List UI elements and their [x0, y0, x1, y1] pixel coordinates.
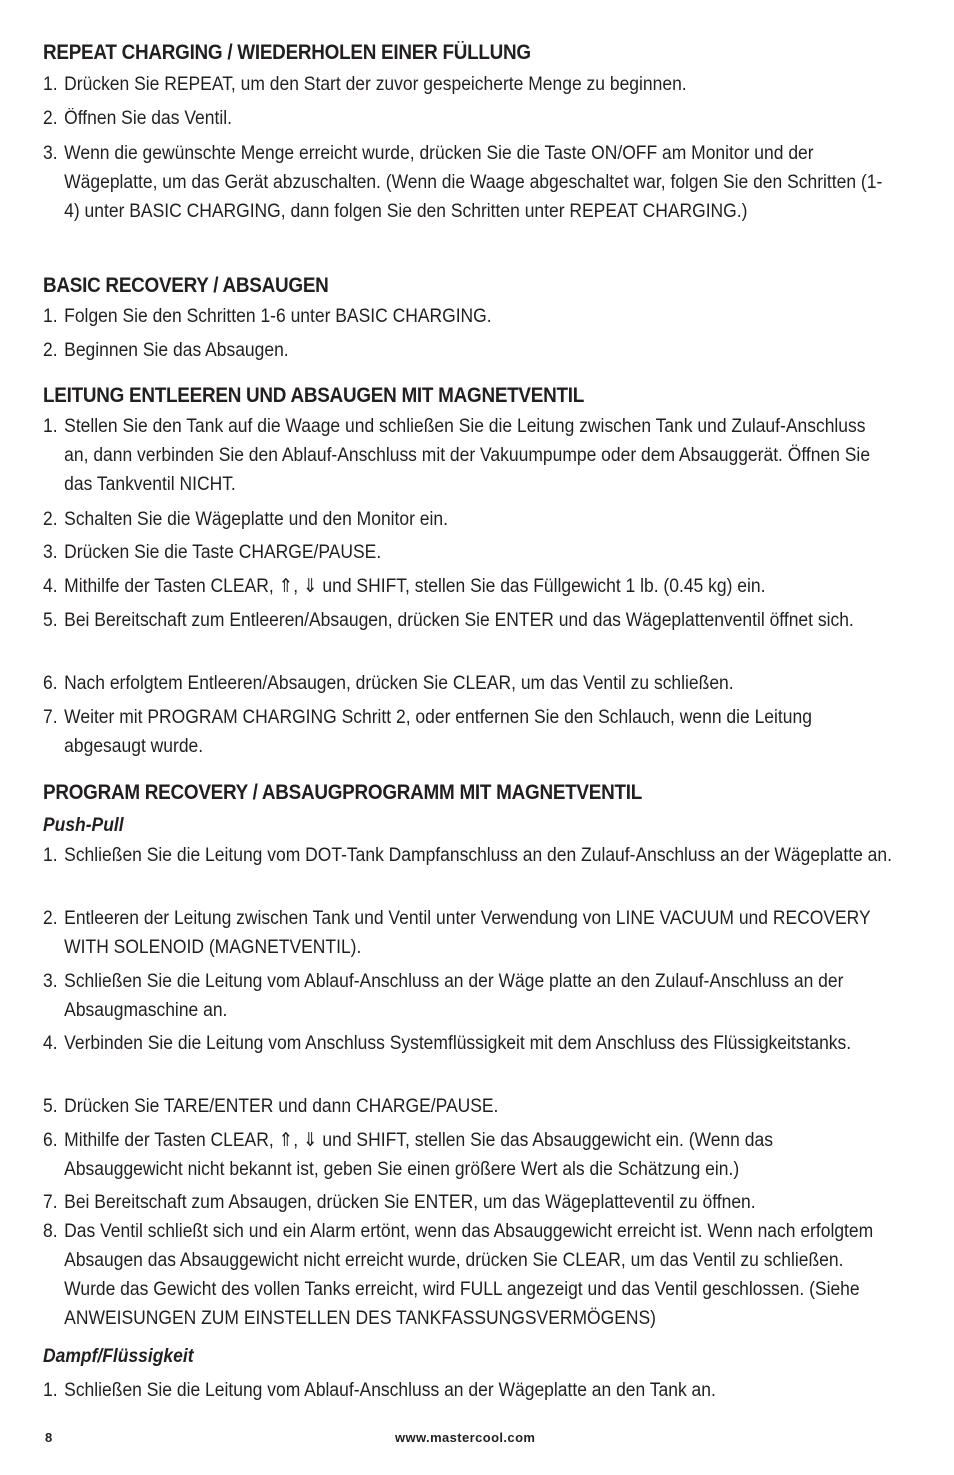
- item-number: 2.: [43, 509, 58, 530]
- item-text: Stellen Sie den Tank auf die Waage und schließen Sie die Leitung zwischen Tank und Zulauf-Anschluss an, dann verbinden Sie den Ablauf-Anschluss mit der Vakuumpumpe oder dem Absauggerät. Öffnen Sie das Tankventil NICHT.: [64, 416, 871, 495]
- item-number: 2.: [43, 108, 58, 129]
- item-number: 3.: [43, 542, 58, 563]
- list-item: [43, 538, 894, 567]
- list-item: [43, 70, 894, 99]
- list-item: [43, 505, 894, 534]
- item-number: 5.: [43, 1096, 58, 1117]
- item-number: 3.: [43, 143, 58, 164]
- list-item: [43, 703, 894, 761]
- list-item: [43, 1217, 894, 1333]
- item-number: 7.: [43, 1192, 58, 1213]
- item-text: Schließen Sie die Leitung vom Ablauf-Anschluss an der Wägeplatte an den Tank an.: [64, 1380, 716, 1401]
- item-number: 2.: [43, 340, 58, 361]
- item-number: 2.: [43, 908, 58, 929]
- list-item: [43, 904, 894, 962]
- list-item: [43, 1188, 894, 1217]
- item-number: 8.: [43, 1221, 58, 1242]
- item-text: Folgen Sie den Schritten 1-6 unter BASIC CHARGING.: [64, 306, 492, 327]
- item-text: Drücken Sie REPEAT, um den Start der zuvor gespeicherte Menge zu beginnen.: [64, 74, 687, 95]
- list-item: [43, 1376, 894, 1405]
- item-number: 5.: [43, 610, 58, 631]
- item-text: Nach erfolgtem Entleeren/Absaugen, drücken Sie CLEAR, um das Ventil zu schließen.: [64, 673, 734, 694]
- subheading-push-pull: Push-Pull: [43, 815, 124, 836]
- list-item: [43, 967, 894, 1025]
- item-number: 1.: [43, 306, 58, 327]
- item-number: 4.: [43, 576, 58, 597]
- section-heading-basic-recovery: BASIC RECOVERY / ABSAUGEN: [43, 274, 329, 297]
- item-number: 1.: [43, 845, 58, 866]
- list-item: [43, 669, 894, 698]
- item-number: 7.: [43, 707, 58, 728]
- item-text: Mithilfe der Tasten CLEAR, ⇑, ⇓ und SHIFT, stellen Sie das Absauggewicht ein. (Wenn das Absauggewicht nicht bekannt ist, geben Sie einen größere Wert als die Schätzung ein.): [64, 1130, 773, 1180]
- section-heading-repeat-charging: REPEAT CHARGING / WIEDERHOLEN EINER FÜLLUNG: [43, 41, 531, 64]
- item-number: 6.: [43, 1130, 58, 1151]
- list-item: [43, 412, 894, 499]
- item-text: Drücken Sie TARE/ENTER und dann CHARGE/PAUSE.: [64, 1096, 499, 1117]
- item-text: Öffnen Sie das Ventil.: [64, 108, 232, 129]
- list-item: [43, 572, 894, 601]
- item-number: 1.: [43, 74, 58, 95]
- item-text: Schalten Sie die Wägeplatte und den Monitor ein.: [64, 509, 449, 530]
- item-text: Weiter mit PROGRAM CHARGING Schritt 2, oder entfernen Sie den Schlauch, wenn die Leitung abgesaugt wurde.: [64, 707, 812, 757]
- item-text: Bei Bereitschaft zum Entleeren/Absaugen, drücken Sie ENTER und das Wägeplattenventil öffnet sich.: [64, 610, 854, 631]
- list-item: [43, 1126, 894, 1184]
- section-heading-leitung-entleeren: LEITUNG ENTLEEREN UND ABSAUGEN MIT MAGNETVENTIL: [43, 384, 585, 407]
- item-text: Wenn die gewünschte Menge erreicht wurde, drücken Sie die Taste ON/OFF am Monitor und der Wägeplatte, um das Gerät abzuschalten. (Wenn die Waage abgeschaltet war, folgen Sie den Schritten (1-4) unter BASIC CHARGING, dann folgen Sie den Schritten unter REPEAT CHARGING.): [64, 143, 883, 222]
- item-text: Schließen Sie die Leitung vom Ablauf-Anschluss an der Wäge platte an den Zulauf-Anschluss an der Absaugmaschine an.: [64, 971, 844, 1021]
- item-text: Bei Bereitschaft zum Absaugen, drücken Sie ENTER, um das Wägeplatteventil zu öffnen.: [64, 1192, 756, 1213]
- list-item: [43, 104, 894, 133]
- list-item: [43, 302, 894, 331]
- item-text: Das Ventil schließt sich und ein Alarm ertönt, wenn das Absauggewicht erreicht ist. Wenn nach erfolgtem Absaugen das Absauggewicht nicht erreicht wurde, drücken Sie CLEAR, um das Ventil zu schließen. Wurde das Gewicht des vollen Tanks erreicht, wird FULL angezeigt und das Ventil geschlossen. (Siehe ANWEISUNGEN ZUM EINSTELLEN DES TANKFASSUNGSVERMÖGENS): [64, 1221, 874, 1329]
- item-text: Beginnen Sie das Absaugen.: [64, 340, 289, 361]
- item-text: Entleeren der Leitung zwischen Tank und Ventil unter Verwendung von LINE VACUUM und RECOVERY WITH SOLENOID (MAGNETVENTIL).: [64, 908, 871, 958]
- page-number: 8: [45, 1430, 53, 1445]
- item-number: 6.: [43, 673, 58, 694]
- list-item: [43, 1092, 894, 1121]
- subheading-dampf-fluessigkeit: Dampf/Flüssigkeit: [43, 1346, 194, 1367]
- website-link[interactable]: www.mastercool.com: [395, 1430, 536, 1445]
- item-text: Schließen Sie die Leitung vom DOT-Tank Dampfanschluss an den Zulauf-Anschluss an der Wägeplatte an.: [64, 845, 892, 866]
- list-item: [43, 1029, 894, 1058]
- list-item: [43, 139, 894, 226]
- item-number: 3.: [43, 971, 58, 992]
- item-text: Mithilfe der Tasten CLEAR, ⇑, ⇓ und SHIFT, stellen Sie das Füllgewicht 1 lb. (0.45 kg) ein.: [64, 576, 766, 597]
- section-heading-program-recovery: PROGRAM RECOVERY / ABSAUGPROGRAMM MIT MAGNETVENTIL: [43, 781, 643, 804]
- list-item: [43, 336, 894, 365]
- item-number: 1.: [43, 1380, 58, 1401]
- item-text: Drücken Sie die Taste CHARGE/PAUSE.: [64, 542, 382, 563]
- item-number: 1.: [43, 416, 58, 437]
- list-item: [43, 606, 894, 635]
- item-number: 4.: [43, 1033, 58, 1054]
- list-item: [43, 841, 894, 870]
- item-text: Verbinden Sie die Leitung vom Anschluss Systemflüssigkeit mit dem Anschluss des Flüssigkeitstanks.: [64, 1033, 852, 1054]
